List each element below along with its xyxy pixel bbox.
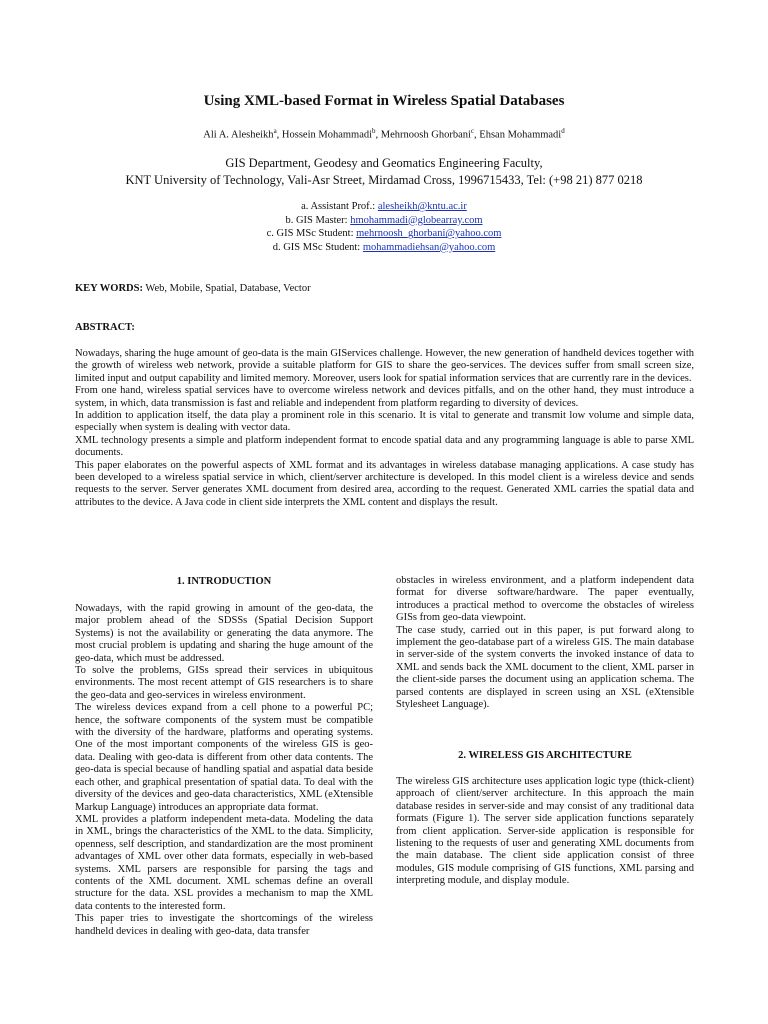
section-heading-introduction: 1. INTRODUCTION (176, 576, 272, 587)
section-heading-architecture: 2. WIRELESS GIS ARCHITECTURE (458, 750, 632, 761)
email-link[interactable]: mohammadiehsan@yahoo.com (362, 241, 496, 253)
right-column (396, 575, 694, 711)
contact-line (0, 214, 768, 228)
author-name: Ehsan Mohammadi (479, 129, 562, 141)
body-paragraph: obstacles in wireless environment, and a platform independent data format for diverse software/hardware. The paper eventually, introduces a practical method to overcome the obstacles of wireless GISs from geo-data viewpoint. (396, 575, 694, 624)
author-list: Ali A. Alesheikh$^a$, Hossein Mohammadi$^b$, Mehrnoosh Ghorbani$^c$, Ehsan Mohammadi$^d$ (203, 127, 565, 141)
contact-list (0, 200, 768, 254)
author-name: Hossein Mohammadi (281, 129, 373, 141)
author-sup: d (561, 127, 565, 135)
body-paragraph: To solve the problems, GISs spread their services in ubiquitous environments. The most recent attempt of GIS researchers is to share the geo-data and geo-services in wireless environment. (75, 665, 373, 701)
author-name: Ali A. Alesheikh (203, 129, 274, 141)
affiliation (0, 155, 768, 189)
author-sup: a (273, 127, 277, 135)
abstract-paragraph: From one hand, wireless spatial services have to overcome wireless network and devices pitfalls, and on the other hand, they must introduce a system, in which, data transmission is fast and reliable and independent from platform regarding to diversity of devices. (75, 385, 694, 409)
email-link[interactable]: hmohammadi@globearray.com (350, 214, 483, 226)
author-sup: c (470, 127, 475, 135)
author-name: Mehrnoosh Ghorbani (380, 129, 471, 141)
contact-prefix: a. Assistant Prof.: (301, 201, 378, 212)
affiliation-line: GIS Department, Geodesy and Geomatics Engineering Faculty, (225, 156, 543, 170)
paper-title: Using XML-based Format in Wireless Spatial Databases (203, 93, 565, 109)
body-paragraph: The wireless GIS architecture uses application logic type (thick-client) approach of client/server architecture. In this approach the main database resides in server-side and may consist of any traditional data formats (Figure 1). The server side application functions separately from client application. Server-side application is responsible for listening to the requests of user and generating XML documents from the main database. The client side application consist of three modules, GIS module comprising of GIS functions, XML parsing and interpreting module, and display module. (396, 776, 694, 887)
abstract-heading: ABSTRACT: (75, 322, 135, 333)
email-link[interactable]: alesheikh@kntu.ac.ir (377, 201, 467, 212)
right-column-section2 (396, 776, 694, 888)
contact-prefix: b. GIS Master: (285, 214, 351, 226)
left-column (75, 603, 373, 938)
abstract-body (75, 348, 694, 509)
contact-line (0, 241, 768, 255)
keywords-text: Web, Mobile, Spatial, Database, Vector (145, 283, 311, 294)
body-paragraph: The case study, carried out in this paper, is put forward along to implement the geo-database part of a wireless GIS. The main database in server-side of the system converts the invoked instance of data to XML and sends back the XML document to the client, XML parser in the client-side parses the document using an application schema. The parsed contents are displayed in screen using an XSL (eXtensible Stylesheet Language). (396, 624, 694, 711)
author-sup: b (372, 127, 376, 135)
abstract-paragraph: In addition to application itself, the data play a prominent role in this scenario. It is vital to generate and transmit low volume and simple data, especially when system is dealing with vector data. (75, 410, 694, 434)
body-paragraph: This paper tries to investigate the shortcomings of the wireless handheld devices in dealing with geo-data, data transfer (75, 913, 373, 937)
keywords (75, 283, 311, 294)
keywords-label: KEY WORDS: (75, 283, 143, 294)
abstract-paragraph: XML technology presents a simple and platform independent format to encode spatial data and any programming language is able to parse XML documents. (75, 434, 694, 459)
contact-prefix: c. GIS MSc Student: (266, 228, 357, 240)
body-paragraph: The wireless devices expand from a cell phone to a powerful PC; hence, the software components of the system must be compatible with the diversity of the hardware, platforms and operating systems. One of the most important components of the wireless GIS is geo-data. Dealing with geo-data is different from other data contents. The geo-data is special because of handling spatial and aspatial data beside each other, and graphical presentation of spatial data. To deal with the diversity of the devices and geo-data characteristics, XML (eXtensible Markup Language) introduces an appropriate data format. (75, 702, 373, 813)
body-paragraph: Nowadays, with the rapid growing in amount of the geo-data, the major problem ahead of the SDSSs (Spatial Decision Support Systems) is not the availability or generating the data anymore. The most crucial problem is updating and sharing the huge amount of the geo-data, which must be addressed. (75, 603, 373, 664)
contact-line (0, 200, 768, 214)
contact-prefix: d. GIS MSc Student: (272, 241, 363, 253)
abstract-paragraph: This paper elaborates on the powerful aspects of XML format and its advantages in wireless database managing applications. A case study has been developed to a wireless spatial service in which, client/server architecture is developed. In this model client is a wireless device and sends requests to the server. Server generates XML document from desired area, according to the request. Generated XML carries the spatial data and attributes to the device. A Java code in client side interprets the XML content and displays the result. (75, 459, 694, 508)
affiliation-line: KNT University of Technology, Vali-Asr Street, Mirdamad Cross, 1996715433, Tel: (+98 21) 877 0218 (125, 173, 643, 187)
abstract-paragraph: Nowadays, sharing the huge amount of geo-data is the main GIServices challenge. However, the new generation of handheld devices together with the growth of wireless web network, provide a suitable platform for GIS to share the geo-services. The devices suffer from small screen size, limited input and output capability and limited memory. Moreover, users look for spatial information services that are currently rare in the devices. (75, 348, 694, 384)
body-paragraph: XML provides a platform independent meta-data. Modeling the data in XML, brings the characteristics of the XML to the data. Simplicity, openness, self description, and standardization are the most prominent advantages of XML over other data formats, especially in web-based systems. XML parsers are responsible for parsing the tags and contents of the XML document. XML schemas define an overall structure for the data. XSL provides a mechanism to map the XML data contents to the interested form. (75, 813, 373, 912)
email-link[interactable]: mehrnoosh_ghorbani@yahoo.com (356, 228, 502, 240)
contact-line (0, 227, 768, 241)
